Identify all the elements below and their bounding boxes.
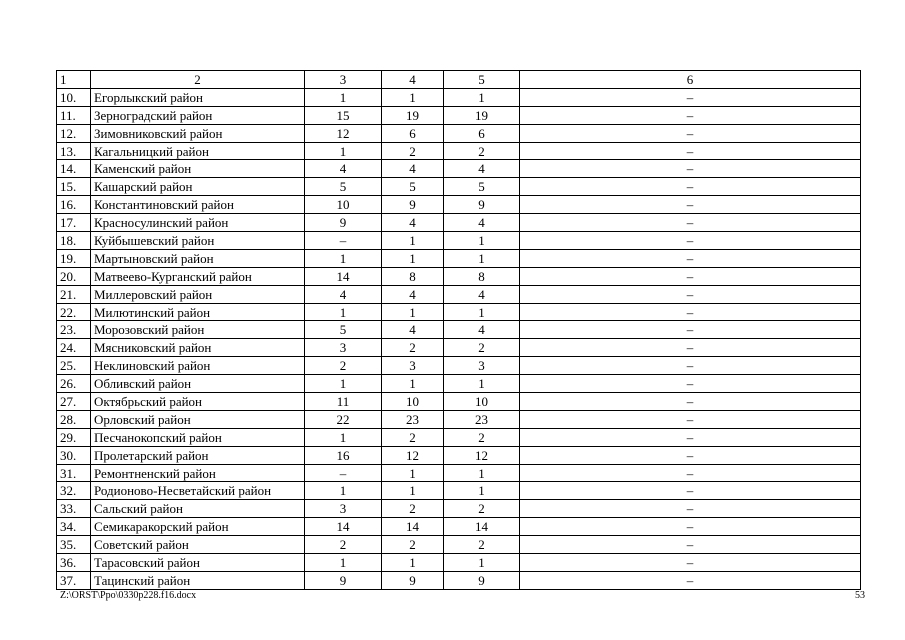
district-name: Куйбышевский район [91, 232, 305, 250]
row-number: 17. [57, 214, 91, 232]
value-col-3: 1 [305, 428, 382, 446]
value-col-5: 14 [444, 518, 520, 536]
value-col-6: – [520, 88, 861, 106]
table-row [57, 160, 861, 178]
row-number: 24. [57, 339, 91, 357]
value-col-6: – [520, 571, 861, 589]
district-name: Родионово-Несветайский район [91, 482, 305, 500]
header-cell-2: 2 [91, 71, 305, 89]
table-row [57, 554, 861, 572]
value-col-6: – [520, 536, 861, 554]
row-number: 26. [57, 375, 91, 393]
value-col-3: 3 [305, 500, 382, 518]
value-col-4: 6 [382, 124, 444, 142]
table-row [57, 357, 861, 375]
row-number: 18. [57, 232, 91, 250]
value-col-3: 5 [305, 321, 382, 339]
value-col-3: 1 [305, 88, 382, 106]
value-col-4: 9 [382, 196, 444, 214]
row-number: 34. [57, 518, 91, 536]
district-name: Ремонтненский район [91, 464, 305, 482]
header-cell-6: 6 [520, 71, 861, 89]
row-number: 23. [57, 321, 91, 339]
row-number: 37. [57, 571, 91, 589]
value-col-3: 10 [305, 196, 382, 214]
district-name: Пролетарский район [91, 446, 305, 464]
district-table [56, 70, 861, 590]
district-name: Каменский район [91, 160, 305, 178]
value-col-4: 14 [382, 518, 444, 536]
value-col-3: 14 [305, 518, 382, 536]
table-row [57, 88, 861, 106]
value-col-5: 2 [444, 142, 520, 160]
value-col-5: 2 [444, 428, 520, 446]
table-row [57, 285, 861, 303]
footer-page-number: 53 [855, 590, 865, 601]
table-row [57, 446, 861, 464]
table-row [57, 536, 861, 554]
table-row [57, 214, 861, 232]
value-col-4: 8 [382, 267, 444, 285]
value-col-5: 2 [444, 500, 520, 518]
value-col-4: 2 [382, 500, 444, 518]
value-col-6: – [520, 393, 861, 411]
value-col-6: – [520, 482, 861, 500]
header-cell-5: 5 [444, 71, 520, 89]
district-name: Октябрьский район [91, 393, 305, 411]
value-col-4: 23 [382, 410, 444, 428]
value-col-4: 5 [382, 178, 444, 196]
value-col-5: 4 [444, 160, 520, 178]
value-col-4: 12 [382, 446, 444, 464]
table-header-row [57, 71, 861, 89]
table-row [57, 393, 861, 411]
value-col-6: – [520, 518, 861, 536]
row-number: 29. [57, 428, 91, 446]
row-number: 12. [57, 124, 91, 142]
value-col-4: 1 [382, 303, 444, 321]
value-col-4: 4 [382, 321, 444, 339]
row-number: 28. [57, 410, 91, 428]
district-name: Зимовниковский район [91, 124, 305, 142]
value-col-5: 3 [444, 357, 520, 375]
value-col-5: 1 [444, 482, 520, 500]
row-number: 36. [57, 554, 91, 572]
value-col-5: 1 [444, 232, 520, 250]
value-col-3: – [305, 464, 382, 482]
value-col-4: 2 [382, 536, 444, 554]
value-col-4: 1 [382, 232, 444, 250]
row-number: 33. [57, 500, 91, 518]
value-col-4: 4 [382, 285, 444, 303]
table-row [57, 124, 861, 142]
value-col-4: 4 [382, 160, 444, 178]
row-number: 32. [57, 482, 91, 500]
value-col-6: – [520, 339, 861, 357]
value-col-4: 2 [382, 428, 444, 446]
value-col-3: 9 [305, 214, 382, 232]
table-row [57, 500, 861, 518]
row-number: 27. [57, 393, 91, 411]
value-col-4: 9 [382, 571, 444, 589]
value-col-5: 4 [444, 321, 520, 339]
table-row [57, 571, 861, 589]
value-col-6: – [520, 106, 861, 124]
table-row [57, 142, 861, 160]
value-col-4: 1 [382, 88, 444, 106]
value-col-3: 12 [305, 124, 382, 142]
row-number: 35. [57, 536, 91, 554]
value-col-5: 12 [444, 446, 520, 464]
table-row [57, 410, 861, 428]
row-number: 21. [57, 285, 91, 303]
value-col-5: 1 [444, 249, 520, 267]
table-row [57, 518, 861, 536]
table-row [57, 232, 861, 250]
row-number: 22. [57, 303, 91, 321]
row-number: 11. [57, 106, 91, 124]
value-col-6: – [520, 196, 861, 214]
value-col-4: 2 [382, 142, 444, 160]
value-col-5: 8 [444, 267, 520, 285]
value-col-4: 1 [382, 464, 444, 482]
table-row [57, 321, 861, 339]
value-col-4: 10 [382, 393, 444, 411]
value-col-3: 1 [305, 375, 382, 393]
value-col-6: – [520, 554, 861, 572]
value-col-4: 4 [382, 214, 444, 232]
district-name: Орловский район [91, 410, 305, 428]
value-col-3: 15 [305, 106, 382, 124]
value-col-3: 3 [305, 339, 382, 357]
header-cell-3: 3 [305, 71, 382, 89]
value-col-3: 11 [305, 393, 382, 411]
row-number: 16. [57, 196, 91, 214]
value-col-3: 5 [305, 178, 382, 196]
district-name: Песчанокопский район [91, 428, 305, 446]
district-name: Неклиновский район [91, 357, 305, 375]
value-col-5: 23 [444, 410, 520, 428]
value-col-3: 1 [305, 249, 382, 267]
value-col-5: 9 [444, 571, 520, 589]
table-row [57, 249, 861, 267]
value-col-5: 1 [444, 554, 520, 572]
value-col-6: – [520, 249, 861, 267]
value-col-6: – [520, 464, 861, 482]
value-col-5: 6 [444, 124, 520, 142]
row-number: 13. [57, 142, 91, 160]
district-name: Морозовский район [91, 321, 305, 339]
value-col-5: 9 [444, 196, 520, 214]
value-col-3: 4 [305, 160, 382, 178]
footer-file-path: Z:\ORST\Ppo\0330p228.f16.docx [60, 590, 197, 601]
value-col-3: 1 [305, 554, 382, 572]
value-col-6: – [520, 321, 861, 339]
header-cell-4: 4 [382, 71, 444, 89]
value-col-6: – [520, 285, 861, 303]
value-col-4: 2 [382, 339, 444, 357]
value-col-6: – [520, 428, 861, 446]
value-col-5: 1 [444, 88, 520, 106]
table-row [57, 267, 861, 285]
value-col-4: 1 [382, 375, 444, 393]
table-row [57, 106, 861, 124]
row-number: 14. [57, 160, 91, 178]
value-col-3: 2 [305, 357, 382, 375]
value-col-6: – [520, 303, 861, 321]
value-col-6: – [520, 375, 861, 393]
district-name: Зерноградский район [91, 106, 305, 124]
value-col-6: – [520, 124, 861, 142]
value-col-5: 1 [444, 375, 520, 393]
value-col-3: 22 [305, 410, 382, 428]
district-name: Мартыновский район [91, 249, 305, 267]
row-number: 31. [57, 464, 91, 482]
value-col-3: 4 [305, 285, 382, 303]
header-cell-1: 1 [57, 71, 91, 89]
row-number: 15. [57, 178, 91, 196]
row-number: 25. [57, 357, 91, 375]
value-col-6: – [520, 214, 861, 232]
district-name: Тарасовский район [91, 554, 305, 572]
value-col-4: 1 [382, 554, 444, 572]
value-col-3: 14 [305, 267, 382, 285]
value-col-4: 3 [382, 357, 444, 375]
table-row [57, 339, 861, 357]
district-name: Сальский район [91, 500, 305, 518]
district-name: Семикаракорский район [91, 518, 305, 536]
value-col-6: – [520, 446, 861, 464]
row-number: 30. [57, 446, 91, 464]
table-row [57, 178, 861, 196]
district-name: Миллеровский район [91, 285, 305, 303]
value-col-6: – [520, 232, 861, 250]
value-col-5: 2 [444, 339, 520, 357]
value-col-6: – [520, 500, 861, 518]
value-col-4: 1 [382, 482, 444, 500]
value-col-5: 4 [444, 214, 520, 232]
value-col-5: 4 [444, 285, 520, 303]
district-name: Тацинский район [91, 571, 305, 589]
table-row [57, 464, 861, 482]
row-number: 19. [57, 249, 91, 267]
value-col-3: 2 [305, 536, 382, 554]
district-name: Кашарский район [91, 178, 305, 196]
value-col-5: 10 [444, 393, 520, 411]
table-body [57, 71, 861, 590]
value-col-3: 1 [305, 142, 382, 160]
row-number: 10. [57, 88, 91, 106]
value-col-6: – [520, 142, 861, 160]
value-col-5: 19 [444, 106, 520, 124]
row-number: 20. [57, 267, 91, 285]
value-col-6: – [520, 357, 861, 375]
value-col-6: – [520, 267, 861, 285]
value-col-4: 19 [382, 106, 444, 124]
district-name: Советский район [91, 536, 305, 554]
value-col-3: 1 [305, 482, 382, 500]
value-col-3: 9 [305, 571, 382, 589]
district-name: Кагальницкий район [91, 142, 305, 160]
value-col-5: 1 [444, 303, 520, 321]
table-row [57, 303, 861, 321]
value-col-3: – [305, 232, 382, 250]
table-row [57, 428, 861, 446]
value-col-5: 2 [444, 536, 520, 554]
value-col-6: – [520, 160, 861, 178]
district-name: Обливский район [91, 375, 305, 393]
value-col-5: 1 [444, 464, 520, 482]
table-row [57, 375, 861, 393]
table-row [57, 482, 861, 500]
district-name: Мясниковский район [91, 339, 305, 357]
value-col-3: 16 [305, 446, 382, 464]
district-name: Матвеево-Курганский район [91, 267, 305, 285]
district-name: Милютинский район [91, 303, 305, 321]
district-name: Константиновский район [91, 196, 305, 214]
district-name: Егорлыкский район [91, 88, 305, 106]
value-col-3: 1 [305, 303, 382, 321]
value-col-5: 5 [444, 178, 520, 196]
table-row [57, 196, 861, 214]
value-col-6: – [520, 410, 861, 428]
value-col-6: – [520, 178, 861, 196]
district-name: Красносулинский район [91, 214, 305, 232]
value-col-4: 1 [382, 249, 444, 267]
